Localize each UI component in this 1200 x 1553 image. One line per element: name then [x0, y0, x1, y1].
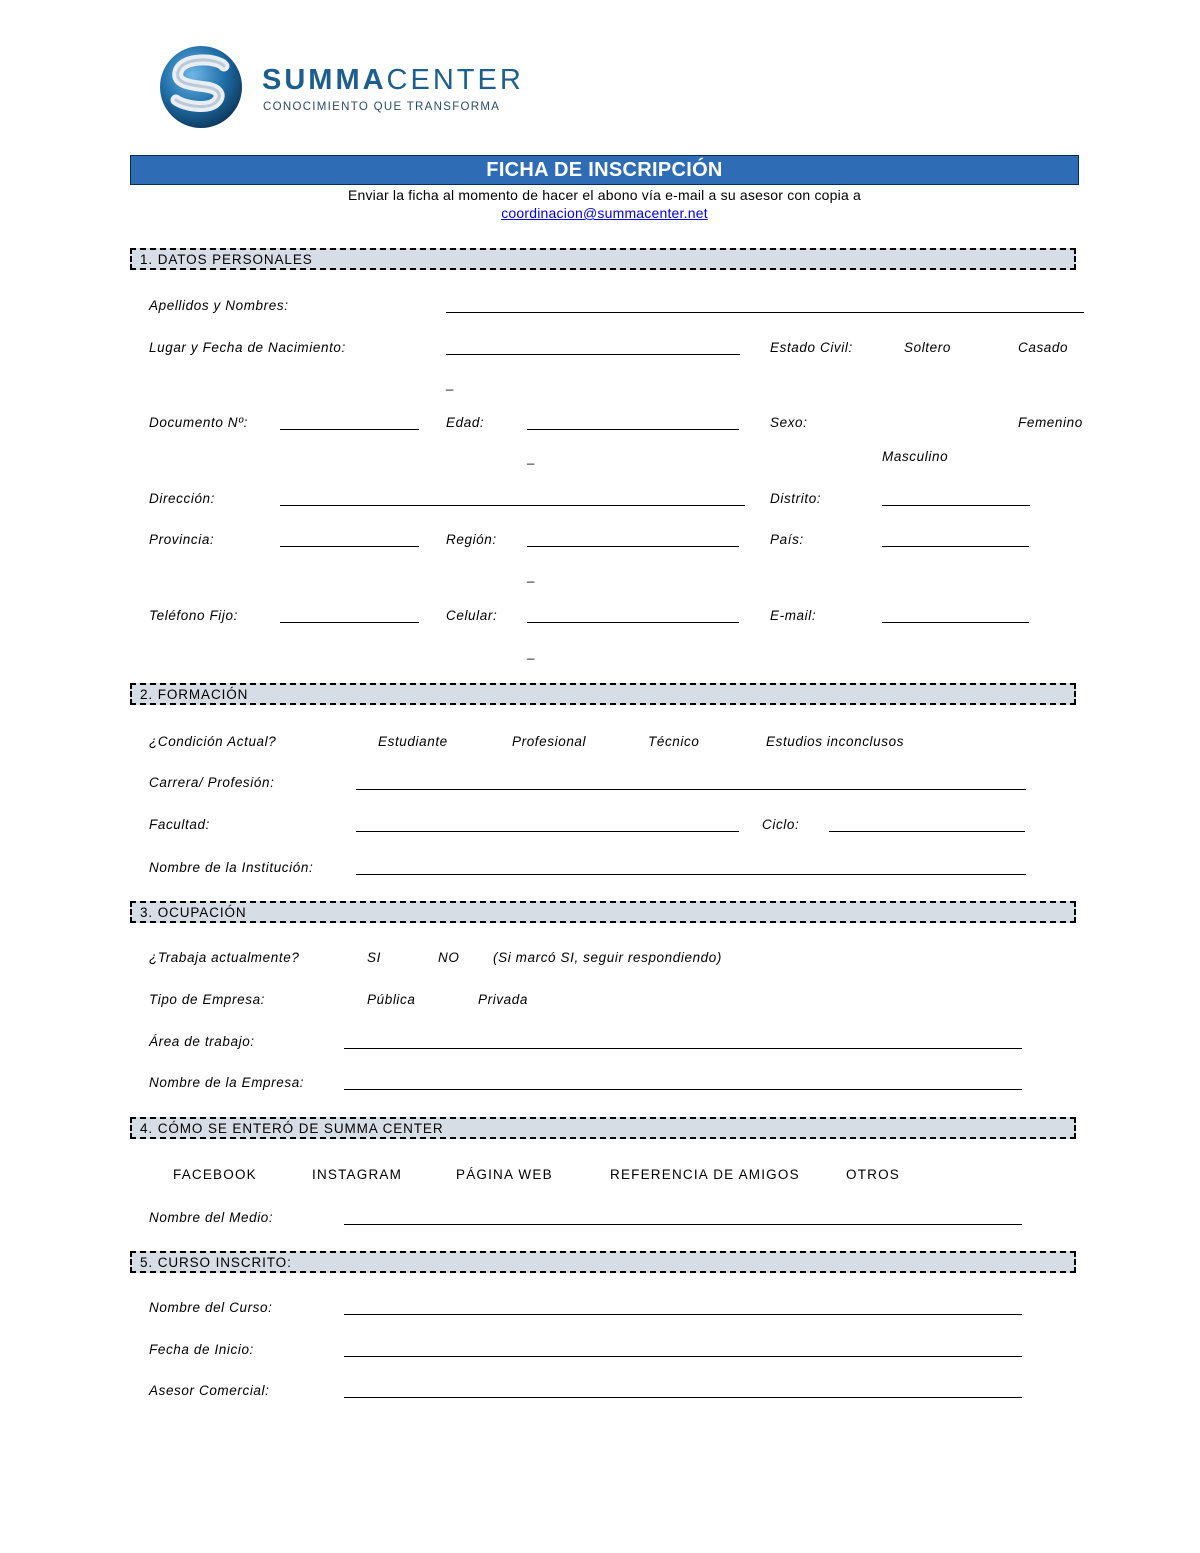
field-underscore: _ — [527, 645, 535, 660]
label-company-type: Tipo de Empresa: — [149, 992, 266, 1007]
field-media-name[interactable] — [344, 1224, 1022, 1225]
option-technician[interactable]: Técnico — [648, 734, 700, 749]
field-country[interactable] — [882, 546, 1029, 547]
logo-tagline: CONOCIMIENTO QUE TRANSFORMA — [263, 101, 501, 113]
label-career: Carrera/ Profesión: — [149, 775, 275, 790]
label-full-name: Apellidos y Nombres: — [149, 298, 289, 313]
field-career[interactable] — [356, 789, 1026, 790]
field-region[interactable] — [527, 546, 739, 547]
section-header-personal: 1. DATOS PERSONALES — [130, 248, 1076, 270]
label-start-date: Fecha de Inicio: — [149, 1342, 254, 1357]
field-underscore: _ — [527, 450, 535, 465]
option-instagram[interactable]: INSTAGRAM — [312, 1167, 403, 1182]
option-facebook[interactable]: FACEBOOK — [173, 1167, 257, 1182]
label-email: E-mail: — [770, 608, 817, 623]
note-if-yes: (Si marcó SI, seguir respondiendo) — [493, 950, 722, 965]
email-line — [130, 205, 1079, 221]
option-private[interactable]: Privada — [478, 992, 528, 1007]
label-course-name: Nombre del Curso: — [149, 1300, 273, 1315]
label-currently-working: ¿Trabaja actualmente? — [149, 950, 300, 965]
label-work-area: Área de trabajo: — [149, 1034, 255, 1049]
field-mobile[interactable] — [527, 622, 739, 623]
label-address: Dirección: — [149, 491, 216, 506]
option-incomplete-studies[interactable]: Estudios inconclusos — [766, 734, 905, 749]
field-district[interactable] — [882, 505, 1030, 506]
option-friend-referral[interactable]: REFERENCIA DE AMIGOS — [610, 1167, 800, 1182]
label-landline: Teléfono Fijo: — [149, 608, 238, 623]
label-faculty: Facultad: — [149, 817, 210, 832]
field-underscore: _ — [527, 568, 535, 583]
field-email[interactable] — [882, 622, 1029, 623]
field-institution[interactable] — [356, 874, 1026, 875]
option-website[interactable]: PÁGINA WEB — [456, 1167, 553, 1182]
form-title: FICHA DE INSCRIPCIÓN — [486, 159, 723, 181]
field-age[interactable] — [527, 429, 739, 430]
field-start-date[interactable] — [344, 1356, 1022, 1357]
section-header-course: 5. CURSO INSCRITO: — [130, 1251, 1076, 1273]
coordination-email-link[interactable]: coordinacion@summacenter.net — [501, 205, 708, 221]
label-sales-advisor: Asesor Comercial: — [149, 1383, 270, 1398]
field-sales-advisor[interactable] — [344, 1397, 1022, 1398]
label-age: Edad: — [446, 415, 485, 430]
label-district: Distrito: — [770, 491, 822, 506]
option-male[interactable]: Masculino — [882, 449, 949, 464]
label-document-number: Documento Nº: — [149, 415, 249, 430]
field-work-area[interactable] — [344, 1048, 1022, 1049]
option-student[interactable]: Estudiante — [378, 734, 448, 749]
label-current-condition: ¿Condición Actual? — [149, 734, 277, 749]
field-address[interactable] — [280, 505, 745, 506]
section-header-occupation: 3. OCUPACIÓN — [130, 901, 1076, 923]
logo-wordmark: SUMMACENTER — [262, 64, 524, 96]
label-mobile: Celular: — [446, 608, 498, 623]
field-landline[interactable] — [280, 622, 419, 623]
option-others[interactable]: OTROS — [846, 1167, 901, 1182]
section-header-referral: 4. CÓMO SE ENTERÓ DE SUMMA CENTER — [130, 1117, 1076, 1139]
field-underscore: _ — [446, 376, 454, 391]
option-professional[interactable]: Profesional — [512, 734, 587, 749]
field-company-name[interactable] — [344, 1089, 1022, 1090]
submission-instruction: Enviar la ficha al momento de hacer el abono vía e-mail a su asesor con copia a — [347, 187, 862, 203]
label-cycle: Ciclo: — [762, 817, 800, 832]
field-cycle[interactable] — [829, 831, 1025, 832]
option-married[interactable]: Casado — [1018, 340, 1069, 355]
field-document-number[interactable] — [280, 429, 419, 430]
label-province: Provincia: — [149, 532, 215, 547]
label-sex: Sexo: — [770, 415, 808, 430]
summa-logo — [158, 44, 524, 134]
section-header-education: 2. FORMACIÓN — [130, 683, 1076, 705]
option-female[interactable]: Femenino — [1018, 415, 1083, 430]
label-institution: Nombre de la Institución: — [149, 860, 314, 875]
option-no[interactable]: NO — [438, 950, 460, 965]
label-country: País: — [770, 532, 804, 547]
field-birth-place-date[interactable] — [446, 354, 740, 355]
option-single[interactable]: Soltero — [904, 340, 951, 355]
field-full-name[interactable] — [446, 312, 1084, 313]
label-region: Región: — [446, 532, 497, 547]
summa-s-emblem-icon — [158, 44, 248, 130]
label-civil-status: Estado Civil: — [770, 340, 853, 355]
form-title-bar — [130, 155, 1079, 185]
label-company-name: Nombre de la Empresa: — [149, 1075, 305, 1090]
field-province[interactable] — [280, 546, 419, 547]
option-public[interactable]: Pública — [367, 992, 416, 1007]
field-faculty[interactable] — [356, 831, 739, 832]
option-yes[interactable]: SI — [367, 950, 381, 965]
label-birth-place-date: Lugar y Fecha de Nacimiento: — [149, 340, 346, 355]
field-course-name[interactable] — [344, 1314, 1022, 1315]
label-media-name: Nombre del Medio: — [149, 1210, 274, 1225]
